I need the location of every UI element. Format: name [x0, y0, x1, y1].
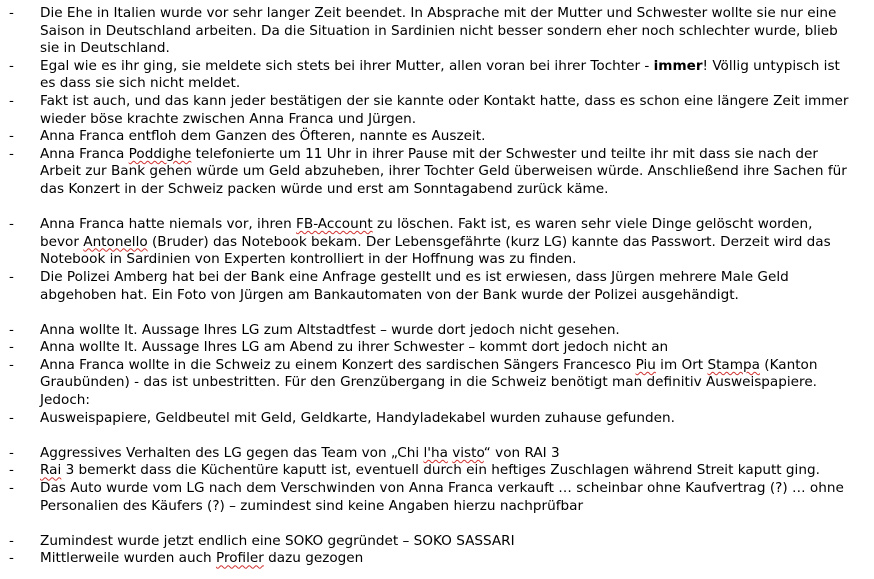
bullet-dash: -	[9, 444, 14, 461]
item-text: Mittlerweile wurden auch	[40, 550, 216, 567]
bullet-dash: -	[9, 216, 14, 233]
list-item	[0, 5, 874, 58]
bullet-dash: -	[9, 92, 14, 109]
item-text: ! Völlig untypisch ist es dass sie sich nicht meldet.	[40, 57, 840, 92]
item-text: Ausweispapiere, Geldbeutel mit Geld, Geldkarte, Handyladekabel wurden zuhause gefunden.	[40, 409, 675, 426]
bullet-dash: -	[9, 5, 14, 21]
list-item	[0, 480, 874, 515]
item-text: Anna wollte lt. Aussage Ihres LG zum Altstadtfest – wurde dort jedoch nicht gesehen.	[40, 321, 620, 338]
list-item	[0, 550, 874, 568]
blank-line	[0, 199, 874, 217]
list-item	[0, 357, 874, 410]
item-text: 3 bemerkt dass die Küchentüre kaputt ist, eventuell durch ein heftiges Zuschlagen während Streit kaputt ging.	[61, 462, 820, 479]
spellcheck-word: l'ha	[423, 444, 448, 461]
list-item	[0, 462, 874, 480]
item-text: “ von RAI 3	[483, 444, 560, 461]
item-text: Anna Franca	[40, 145, 129, 162]
item-text: Das Auto wurde vom LG nach dem Verschwinden von Anna Franca verkauft … scheinbar ohne Kaufvertrag (?) … ohne Personalien des Käufers (?) – zumindest sind keine Angaben hierzu nachprüfbar	[40, 480, 844, 514]
item-text: (Kanton Graubünden) - das ist unbestritten. Für den Grenzübergang in die Schweiz benötigt man definitiv Ausweispapiere. Jedoch:	[40, 356, 818, 409]
list-item	[0, 216, 874, 269]
bullet-dash: -	[9, 409, 14, 426]
blank-line	[0, 515, 874, 533]
spellcheck-word: visto	[452, 444, 484, 461]
spellcheck-word: Profiler	[215, 550, 264, 567]
item-text: Anna Franca entfloh dem Ganzen des Öfteren, nannte es Auszeit.	[40, 128, 486, 145]
bullet-dash: -	[9, 57, 14, 74]
item-text: telefonierte um 11 Uhr in ihrer Pause mit der Schwester und teilte ihr mit dass sie nach der Arbeit zur Bank gehen würde um Geld abzuheben, ihrer Tochter Geld überweisen würde. Anschließend ihre Sachen für das Konzert in der Schweiz packen würde und erst am Sonntagabend zurück käme.	[40, 145, 847, 197]
list-item	[0, 128, 874, 146]
bullet-dash: -	[9, 480, 14, 497]
list-item	[0, 269, 874, 304]
list-item	[0, 410, 874, 428]
list-item	[0, 322, 874, 340]
item-text: Aggressives Verhalten des LG gegen das Team von „Chi	[40, 444, 424, 461]
bullet-dash: -	[9, 268, 14, 285]
item-text: Die Polizei Amberg hat bei der Bank eine Anfrage gestellt und es ist erwiesen, dass Jürgen mehrere Male Geld abgehoben hat. Ein Foto von Jürgen am Bankautomaten von der Bank wurde der Polizei ausgehändigt.	[40, 268, 789, 303]
item-text: Zumindest wurde jetzt endlich eine SOKO gegründet – SOKO SASSARI	[40, 532, 515, 549]
item-text: Anna Franca wollte in die Schweiz zu einem Konzert des sardischen Sängers Francesco	[40, 356, 636, 373]
item-text: dazu gezogen	[263, 550, 364, 567]
bullet-dash: -	[9, 462, 14, 479]
bullet-dash: -	[9, 356, 14, 373]
bullet-dash: -	[9, 321, 14, 338]
item-text: im Ort	[655, 356, 708, 373]
item-text: Egal wie es ihr ging, sie meldete sich stets bei ihrer Mutter, allen voran bei ihrer Tochter -	[40, 57, 654, 74]
bullet-dash: -	[9, 145, 14, 162]
item-text: Anna Franca hatte niemals vor, ihren	[40, 216, 297, 233]
item-text-bold: immer	[653, 57, 703, 74]
bullet-dash: -	[9, 550, 14, 567]
list-item	[0, 339, 874, 357]
list-item	[0, 533, 874, 551]
bullet-dash: -	[9, 339, 14, 356]
item-text: Fakt ist auch, und das kann jeder bestätigen der sie kannte oder Kontakt hatte, dass es schon eine längere Zeit immer wieder böse krachte zwischen Anna Franca und Jürgen.	[40, 92, 849, 127]
spellcheck-word: Poddighe	[128, 145, 192, 162]
list-item	[0, 93, 874, 128]
list-item	[0, 146, 874, 199]
item-text: zu löschen. Fakt ist, es waren sehr viele Dinge gelöscht worden, bevor	[40, 216, 813, 250]
spellcheck-word: FB-Account	[296, 216, 373, 233]
item-text: Die Ehe in Italien wurde vor sehr langer Zeit beendet. In Absprache mit der Mutter und Schwester wollte sie nur eine Saison in Deutschland arbeiten. Da die Situation in Sardinien nicht besser sondern eher noch schlechter wurde, blieb sie in Deutschland.	[40, 5, 838, 57]
item-text: (Bruder) das Notebook bekam. Der Lebensgefährte (kurz LG) kannte das Passwort. Derzeit wird das Notebook in Sardinien von Experten kontrolliert in der Hoffnung was zu finden.	[40, 233, 831, 268]
spellcheck-word: Rai	[40, 462, 62, 479]
bullet-dash: -	[9, 128, 14, 145]
spellcheck-word: Antonello	[83, 233, 148, 250]
blank-line	[0, 427, 874, 445]
spellcheck-word: Stampa	[707, 356, 760, 373]
blank-line	[0, 304, 874, 322]
document-body	[0, 5, 874, 568]
list-item	[0, 445, 874, 463]
item-text: Anna wollte lt. Aussage Ihres LG am Abend zu ihrer Schwester – kommt dort jedoch nicht an	[40, 339, 669, 356]
spellcheck-word: Piu	[635, 356, 656, 373]
list-item	[0, 58, 874, 93]
bullet-dash: -	[9, 532, 14, 549]
